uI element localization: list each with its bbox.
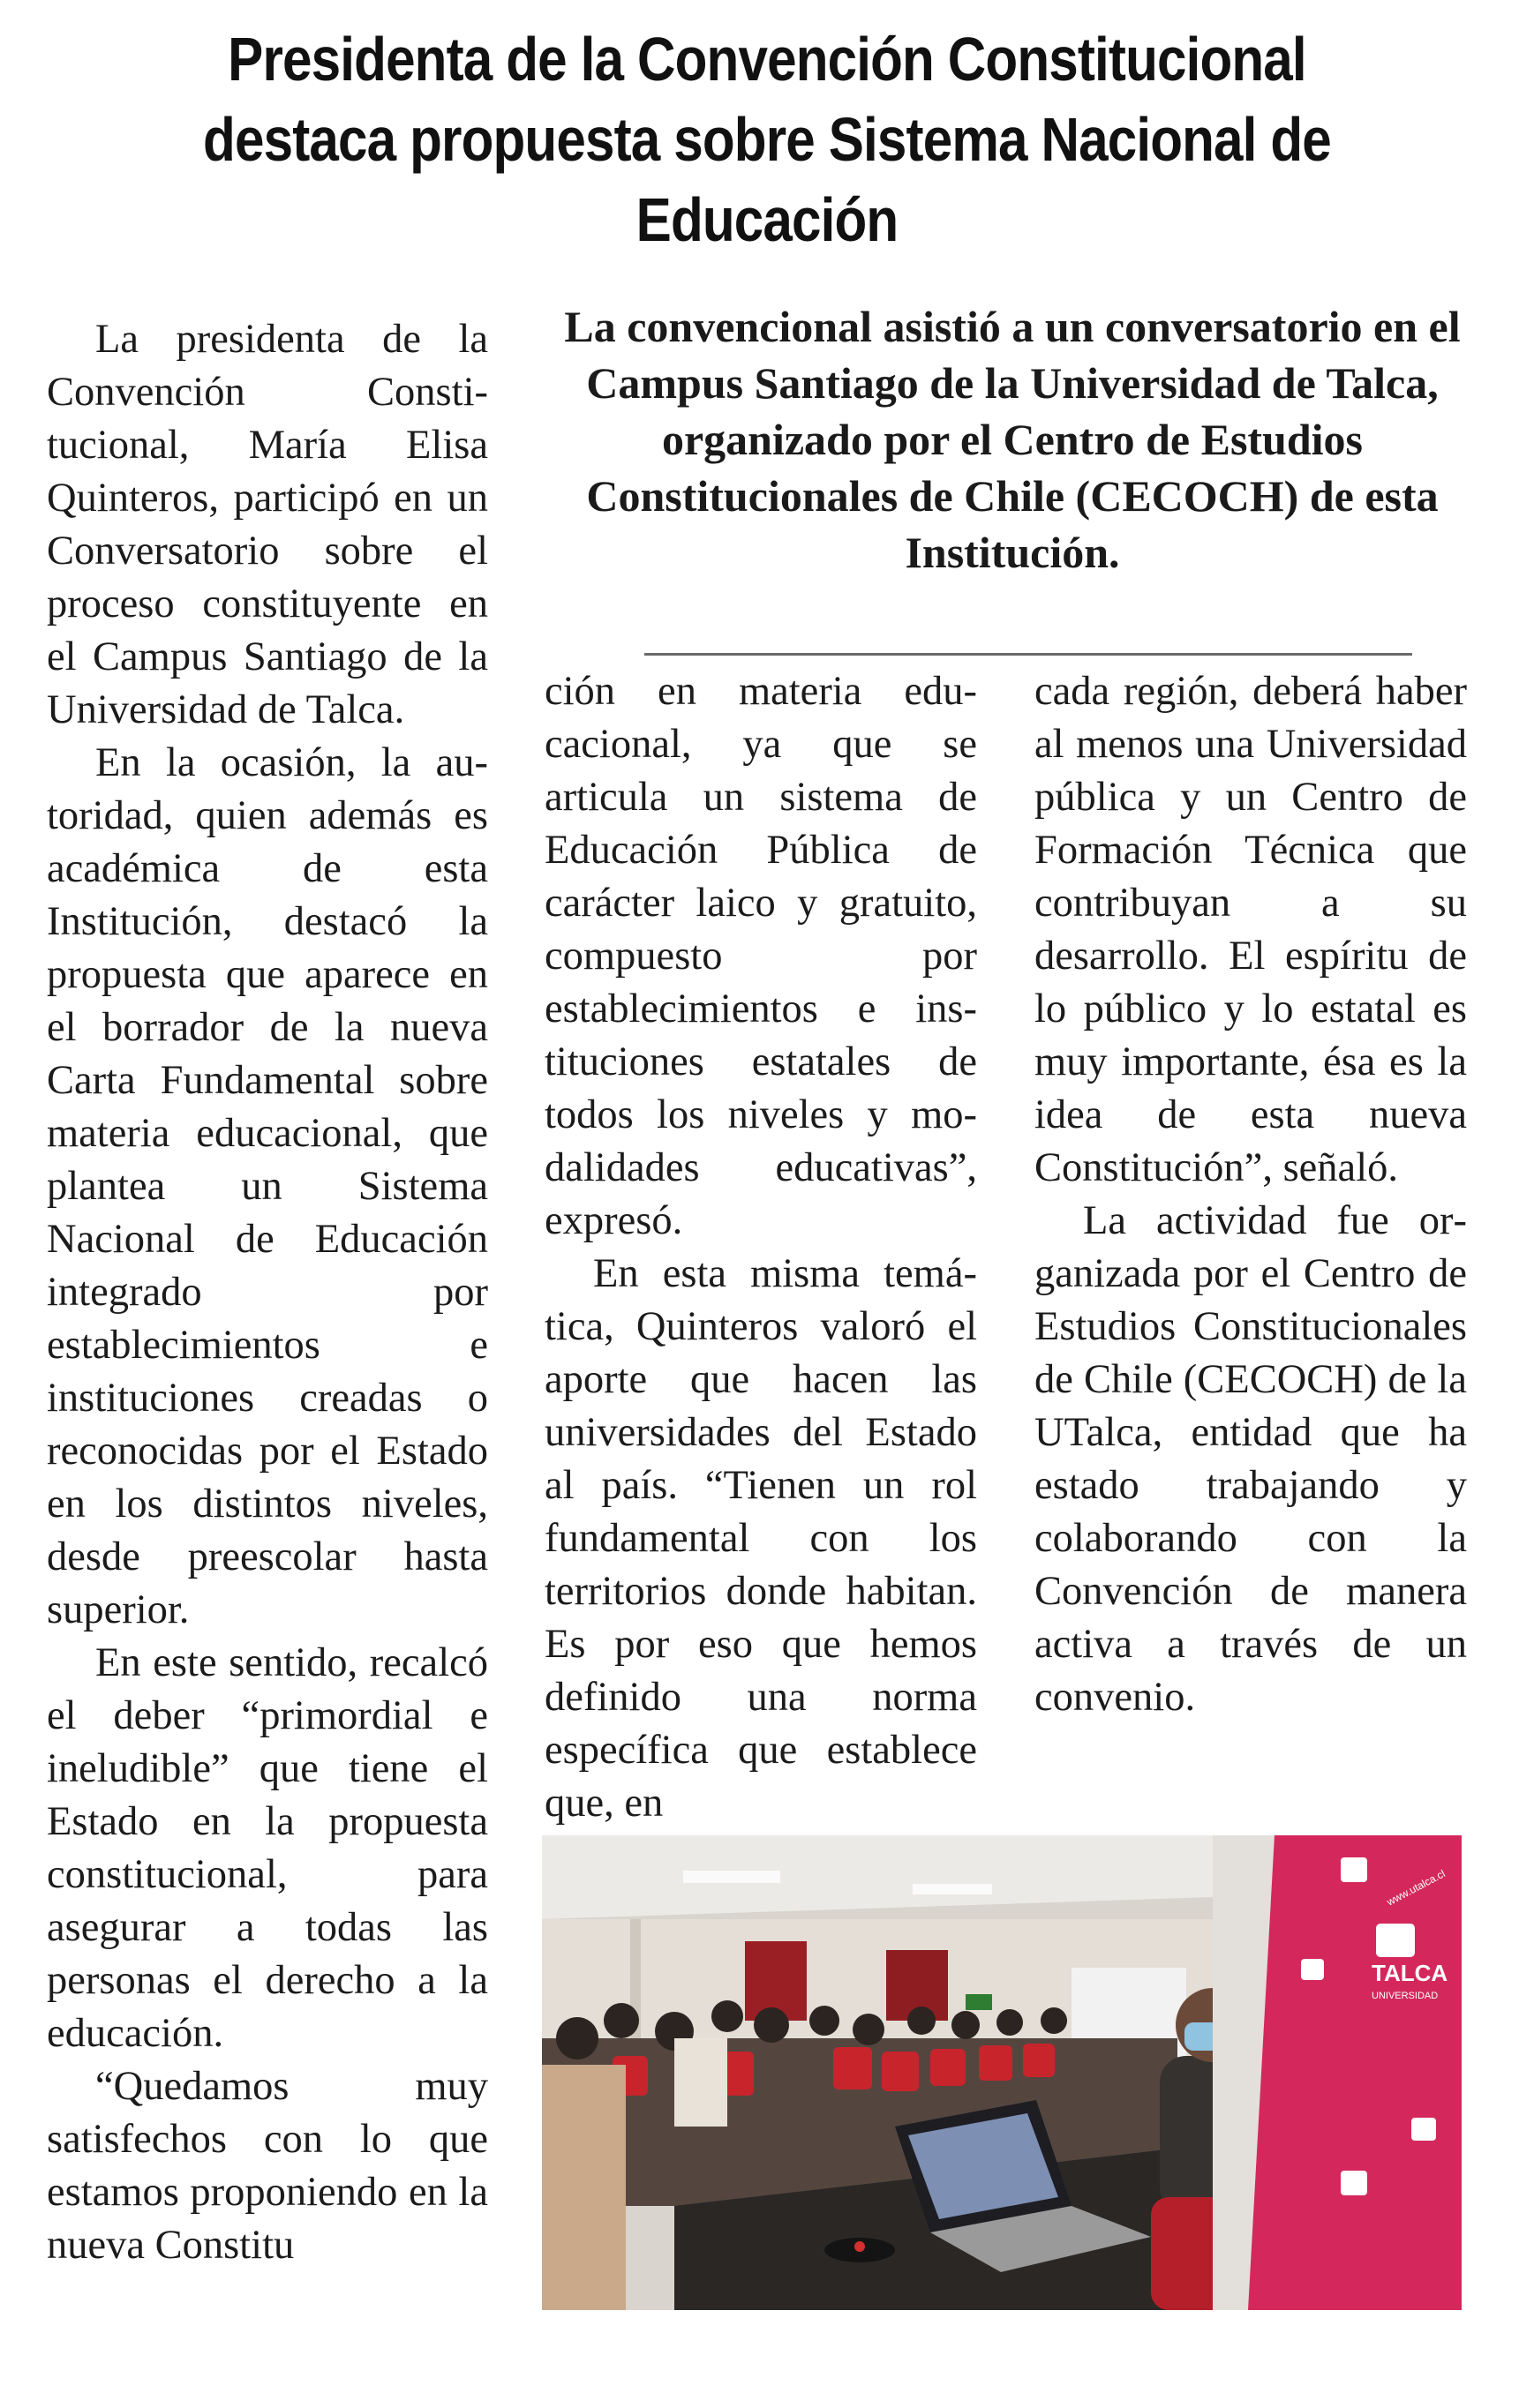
article-column-1 (47, 313, 488, 2272)
banner-url: www.utalca.cl (1384, 1867, 1448, 1909)
headline: Presidenta de la Convención Constitucional destaca propuesta sobre Sistema Nacional de Educación (203, 25, 1331, 254)
paragraph: En la ocasión, la autoridad, quien además es académica de esta Institución, destacó la propuesta que aparece en el borrador de la nueva Carta Fundamental sobre materia educacional, que plantea un Sistema Nacional de Educación integrado por establecimientos e instituciones creadas o reconocidas por el Estado en los distintos niveles, desde preescolar hasta superior. (47, 740, 488, 1632)
paragraph: En este sentido, recalcó el deber “primordial e ineludible” que tiene el Estado en la propuesta constitucional, para asegurar a todas las personas el derecho a la educación. (47, 1640, 488, 2056)
subheadline-rule (644, 653, 1412, 656)
paragraph: La presidenta de la Convención Constitucional, María Elisa Quinteros, participó en un Conversatorio sobre el proceso constituyente en el Campus Santiago de la Universidad de Talca. (47, 317, 488, 732)
paragraph: cada región, deberá haber al menos una Universidad pública y un Centro de Formación Técnica que contribuyan a su desarrollo. El espíritu de lo público y lo estatal es muy importante, ésa es la idea de esta nueva Constitución”, señaló. (1034, 669, 1467, 1190)
paragraph: En esta misma temática, Quinteros valoró el aporte que hacen las universidades del Estado al país. “Tienen un rol fundamental con los territorios donde habitan. Es por eso que hemos definido una norma específica que establece que, en (545, 1251, 977, 1826)
article-column-3 (1034, 665, 1467, 1724)
article-column-2 (545, 665, 977, 1830)
paragraph: ción en materia educacional, ya que se articula un sistema de Educación Pública de carácter laico y gratuito, compuesto por establecimientos e instituciones estatales de todos los niveles y modalidades educativas”, expresó. (545, 669, 977, 1243)
paragraph: La actividad fue organizada por el Centro de Estudios Constitucionales de Chile (CECOCH) de la UTalca, entidad que ha estado trabajando y colaborando con la Convención de manera activa a través de un convenio. (1034, 1198, 1467, 1720)
paragraph: “Quedamos muy satisfechos con lo que estamos proponiendo en la nueva Constitu (47, 2064, 488, 2268)
subheadline: La convencional asistió a un conversatorio en el Campus Santiago de la Universidad de Talca, organizado por el Centro de Estudios Constitucionales de Chile (CECOCH) de esta Institución. (564, 302, 1461, 577)
banner-brand: TALCA (1372, 1960, 1448, 1986)
event-photo (542, 1835, 1462, 2310)
banner-subtitle: UNIVERSIDAD (1372, 1991, 1439, 2001)
